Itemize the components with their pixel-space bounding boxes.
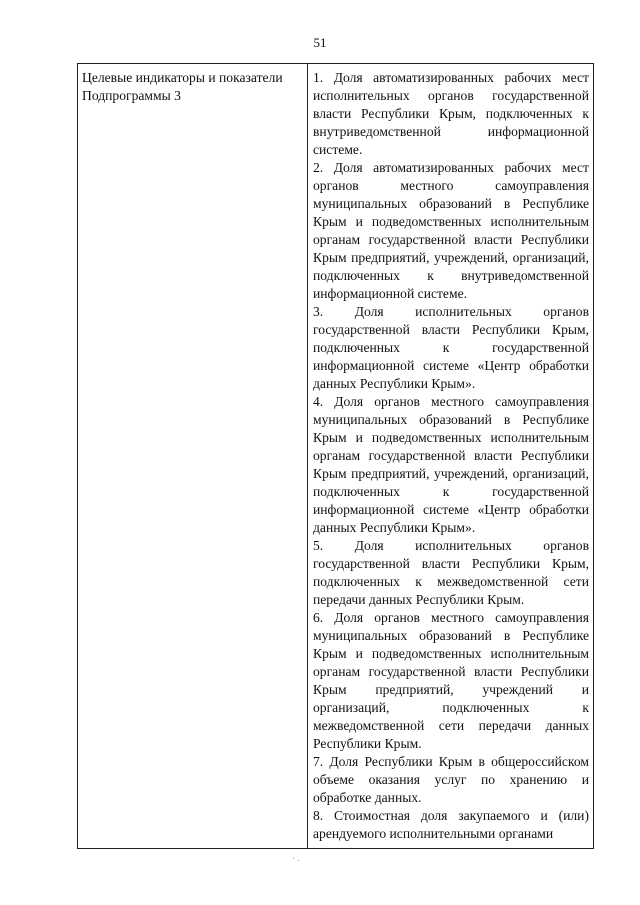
indicator-item-6: 6. Доля органов местного самоуправления муниципальных образований в Республике Крым и подведомственных исполнительным органам государственной власти Республики Крым предприятий, учреждений и организаций, подключенных к межведомственной сети передачи данных Республики Крым.: [313, 610, 589, 751]
indicator-item-5: 5. Доля исполнительных органов государственной власти Республики Крым, подключенных к межведомственной сети передачи данных Республики Крым.: [313, 538, 589, 607]
indicators-header-cell: Целевые индикаторы и показатели Подпрограммы 3: [82, 70, 283, 103]
indicator-item-4: 4. Доля органов местного самоуправления муниципальных образований в Республике Крым и подведомственных исполнительным органам государственной власти Республики Крым предприятий, учреждений, организаций, подключенных к государственной информационной системе «Центр обработки данных Республики Крым».: [313, 394, 589, 535]
indicator-item-3: 3. Доля исполнительных органов государственной власти Республики Крым, подключенных к государственной информационной системе «Центр обработки данных Республики Крым».: [313, 304, 589, 391]
indicator-item-8: 8. Стоимостная доля закупаемого и (или) арендуемого исполнительными органами: [313, 808, 589, 841]
scan-smudge: · .: [292, 853, 300, 863]
page-number: 51: [313, 35, 327, 50]
indicator-item-2: 2. Доля автоматизированных рабочих мест органов местного самоуправления муниципальных образований в Республике Крым и подведомственных исполнительным органам государственной власти Республики Крым предприятий, учреждений, организаций, подключенных к внутриведомственной информационной системе.: [313, 160, 589, 301]
indicator-item-7: 7. Доля Республики Крым в общероссийском объеме оказания услуг по хранению и обработке данных.: [313, 754, 589, 805]
table-left-column: [78, 64, 308, 848]
indicator-item-1: 1. Доля автоматизированных рабочих мест исполнительных органов государственной власти Республики Крым, подключенных к внутриведомственной информационной системе.: [313, 70, 589, 157]
table-right-column: [308, 64, 593, 848]
indicators-table: [77, 63, 594, 849]
